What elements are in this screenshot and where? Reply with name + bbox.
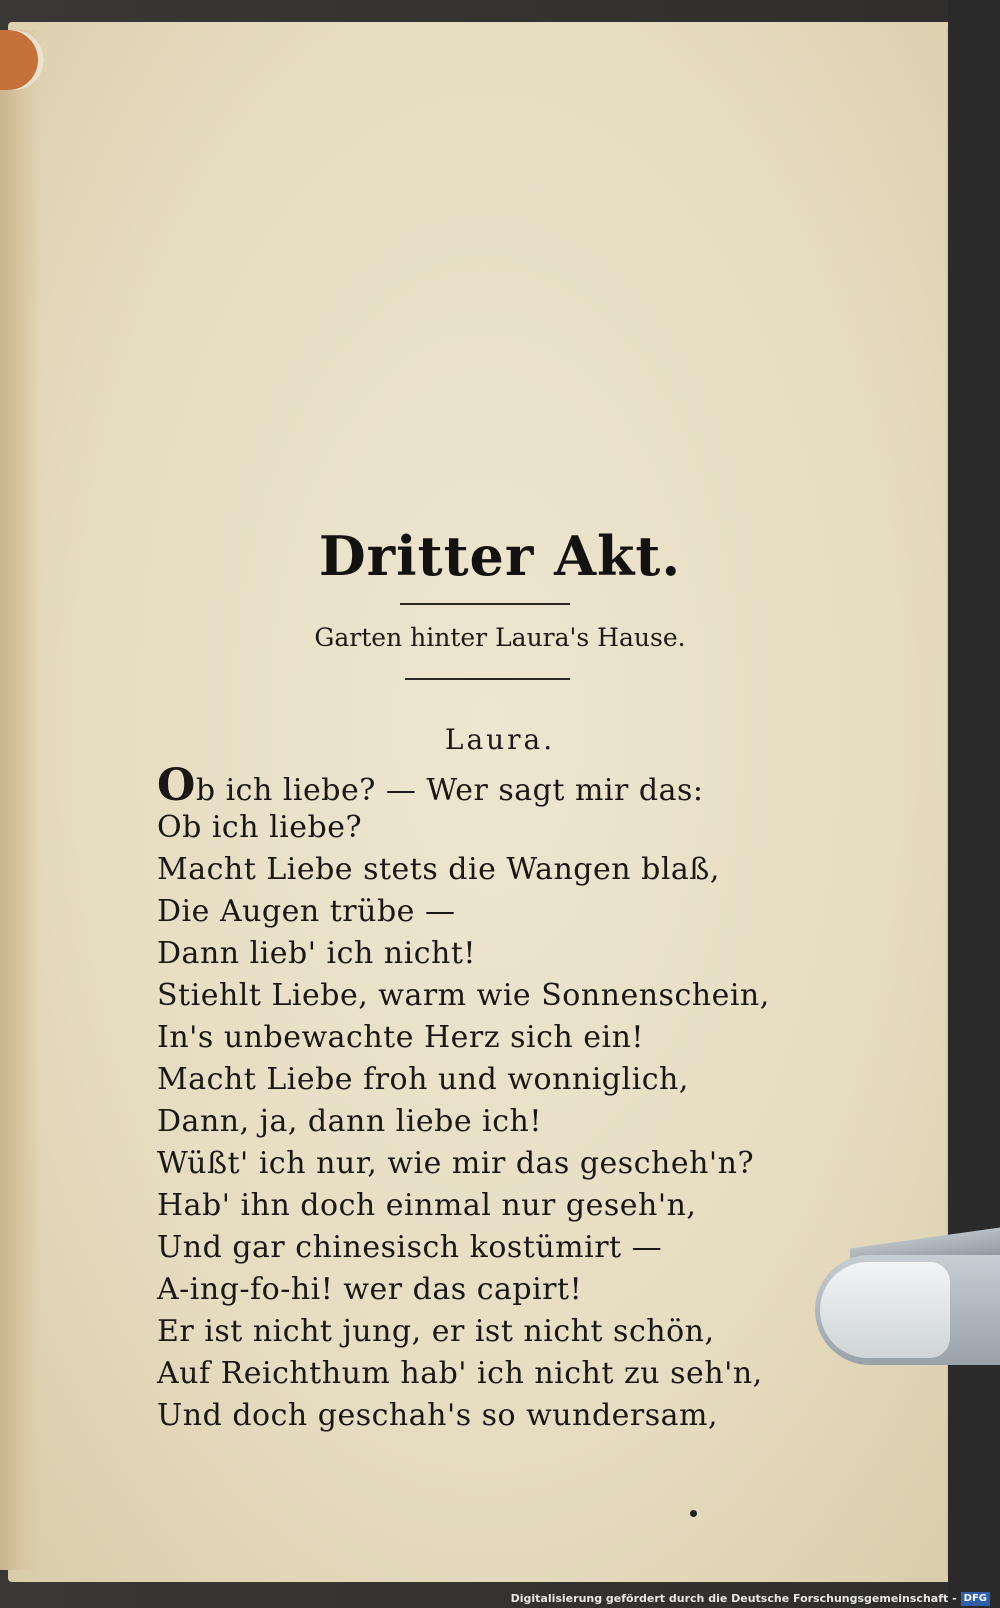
verse-line: Und gar chinesisch kostümirt — xyxy=(157,1230,663,1265)
act-title: Dritter Akt. xyxy=(318,524,682,589)
scene-setting: Garten hinter Laura's Hause. xyxy=(314,623,686,652)
verse-line: Dann lieb' ich nicht! xyxy=(157,936,476,971)
ink-speck xyxy=(690,1510,697,1517)
divider-rule-top xyxy=(400,603,570,605)
scanner-background-right xyxy=(948,0,1000,1608)
speaker-name: Laura. xyxy=(444,723,556,756)
verse-line: Macht Liebe stets die Wangen blaß, xyxy=(157,852,720,887)
page-gutter xyxy=(0,30,40,1570)
verse-line: A-ing-fo-hi! wer das capirt! xyxy=(157,1272,583,1307)
verse-line: Die Augen trübe — xyxy=(157,894,456,929)
credit-text: Digitalisierung gefördert durch die Deutsche Forschungsgemeinschaft - xyxy=(510,1592,957,1605)
verse-line-text: b ich liebe? — Wer sagt mir das: xyxy=(195,773,704,808)
verse-line: Auf Reichthum hab' ich nicht zu seh'n, xyxy=(157,1356,763,1391)
page-clamp-pad xyxy=(820,1262,950,1358)
dfg-logo: DFG xyxy=(961,1592,990,1606)
verse-line: Dann, ja, dann liebe ich! xyxy=(157,1104,542,1139)
verse-line: Ob ich liebe? xyxy=(157,810,363,845)
digitization-credit xyxy=(511,1590,990,1608)
drop-cap: O xyxy=(157,760,196,811)
verse-line xyxy=(157,760,770,811)
divider-rule-bottom xyxy=(405,678,570,680)
verse-line: Wüßt' ich nur, wie mir das gescheh'n? xyxy=(157,1146,755,1181)
verse-line: Stiehlt Liebe, warm wie Sonnenschein, xyxy=(157,978,770,1013)
verse-block xyxy=(157,760,770,1437)
verse-line: Er ist nicht jung, er ist nicht schön, xyxy=(157,1314,715,1349)
verse-line: In's unbewachte Herz sich ein! xyxy=(157,1020,644,1055)
verse-line: Und doch geschah's so wundersam, xyxy=(157,1398,719,1433)
verse-line: Macht Liebe froh und wonniglich, xyxy=(157,1062,689,1097)
verse-line: Hab' ihn doch einmal nur geseh'n, xyxy=(157,1188,697,1223)
